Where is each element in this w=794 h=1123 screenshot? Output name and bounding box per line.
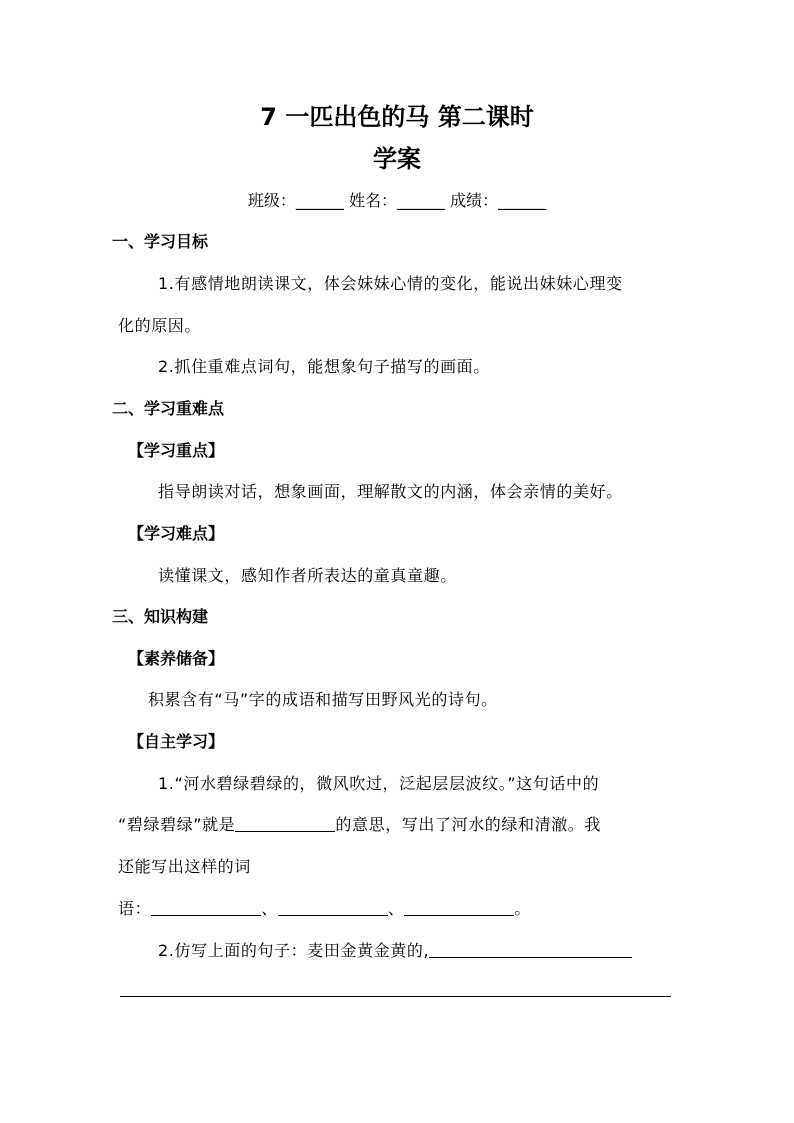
separator-1: 、 [261, 899, 278, 918]
difficulty-label: 【学习难点】 [128, 524, 225, 543]
answer-blank-meaning[interactable] [235, 815, 335, 832]
question-1-line-2-suffix: 的意思，写出了河水的绿和清澈。我 [335, 815, 601, 834]
difficulty-text: 读懂课文，感知作者所表达的童真童趣。 [158, 566, 457, 585]
lesson-title: 7 一匹出色的马 第二课时 [260, 103, 534, 131]
section-heading-key-points: 二、学习重难点 [112, 399, 225, 418]
key-point-text: 指导朗读对话，想象画面，理解散文的内涵，体会亲情的美好。 [158, 482, 623, 501]
question-1-line-2 [118, 814, 601, 836]
question-1-line-3: 还能写出这样的词 [118, 857, 251, 876]
question-1-line-2-prefix: “碧绿碧绿”就是 [118, 815, 236, 834]
question-2-line [158, 940, 632, 962]
end-punctuation: 。 [514, 899, 532, 918]
answer-blank-word-1[interactable] [151, 899, 261, 916]
literacy-prep-text: 积累含有“马”字的成语和描写田野风光的诗句。 [148, 690, 498, 709]
answer-line-imitation-2[interactable] [120, 996, 671, 997]
self-study-label: 【自主学习】 [128, 732, 225, 751]
section-heading-learning-goals: 一、学习目标 [112, 232, 209, 251]
student-info-line: 班级：______ 姓名：______ 成绩：______ [247, 191, 547, 210]
section-heading-knowledge-building: 三、知识构建 [112, 607, 209, 626]
goal-2: 2.抓住重难点词句，能想象句子描写的画面。 [158, 357, 490, 376]
worksheet-subtitle: 学案 [373, 145, 421, 173]
question-1-line-4 [118, 898, 531, 920]
literacy-prep-label: 【素养储备】 [128, 649, 225, 668]
question-2-text: 2.仿写上面的句子：麦田金黄金黄的, [158, 941, 430, 960]
key-point-label: 【学习重点】 [128, 441, 225, 460]
separator-2: 、 [387, 899, 405, 918]
answer-blank-word-2[interactable] [278, 899, 388, 916]
answer-blank-word-3[interactable] [404, 899, 514, 916]
goal-1-line-2: 化的原因。 [118, 316, 202, 335]
answer-blank-imitation-1[interactable] [429, 941, 632, 958]
question-1-line-4-prefix: 语： [118, 899, 152, 918]
question-1-line-1: 1.“河水碧绿碧绿的，微风吹过，泛起层层波纹。”这句话中的 [158, 774, 600, 793]
goal-1-line-1: 1.有感情地朗读课文，体会妹妹心情的变化，能说出妹妹心理变 [158, 274, 623, 293]
